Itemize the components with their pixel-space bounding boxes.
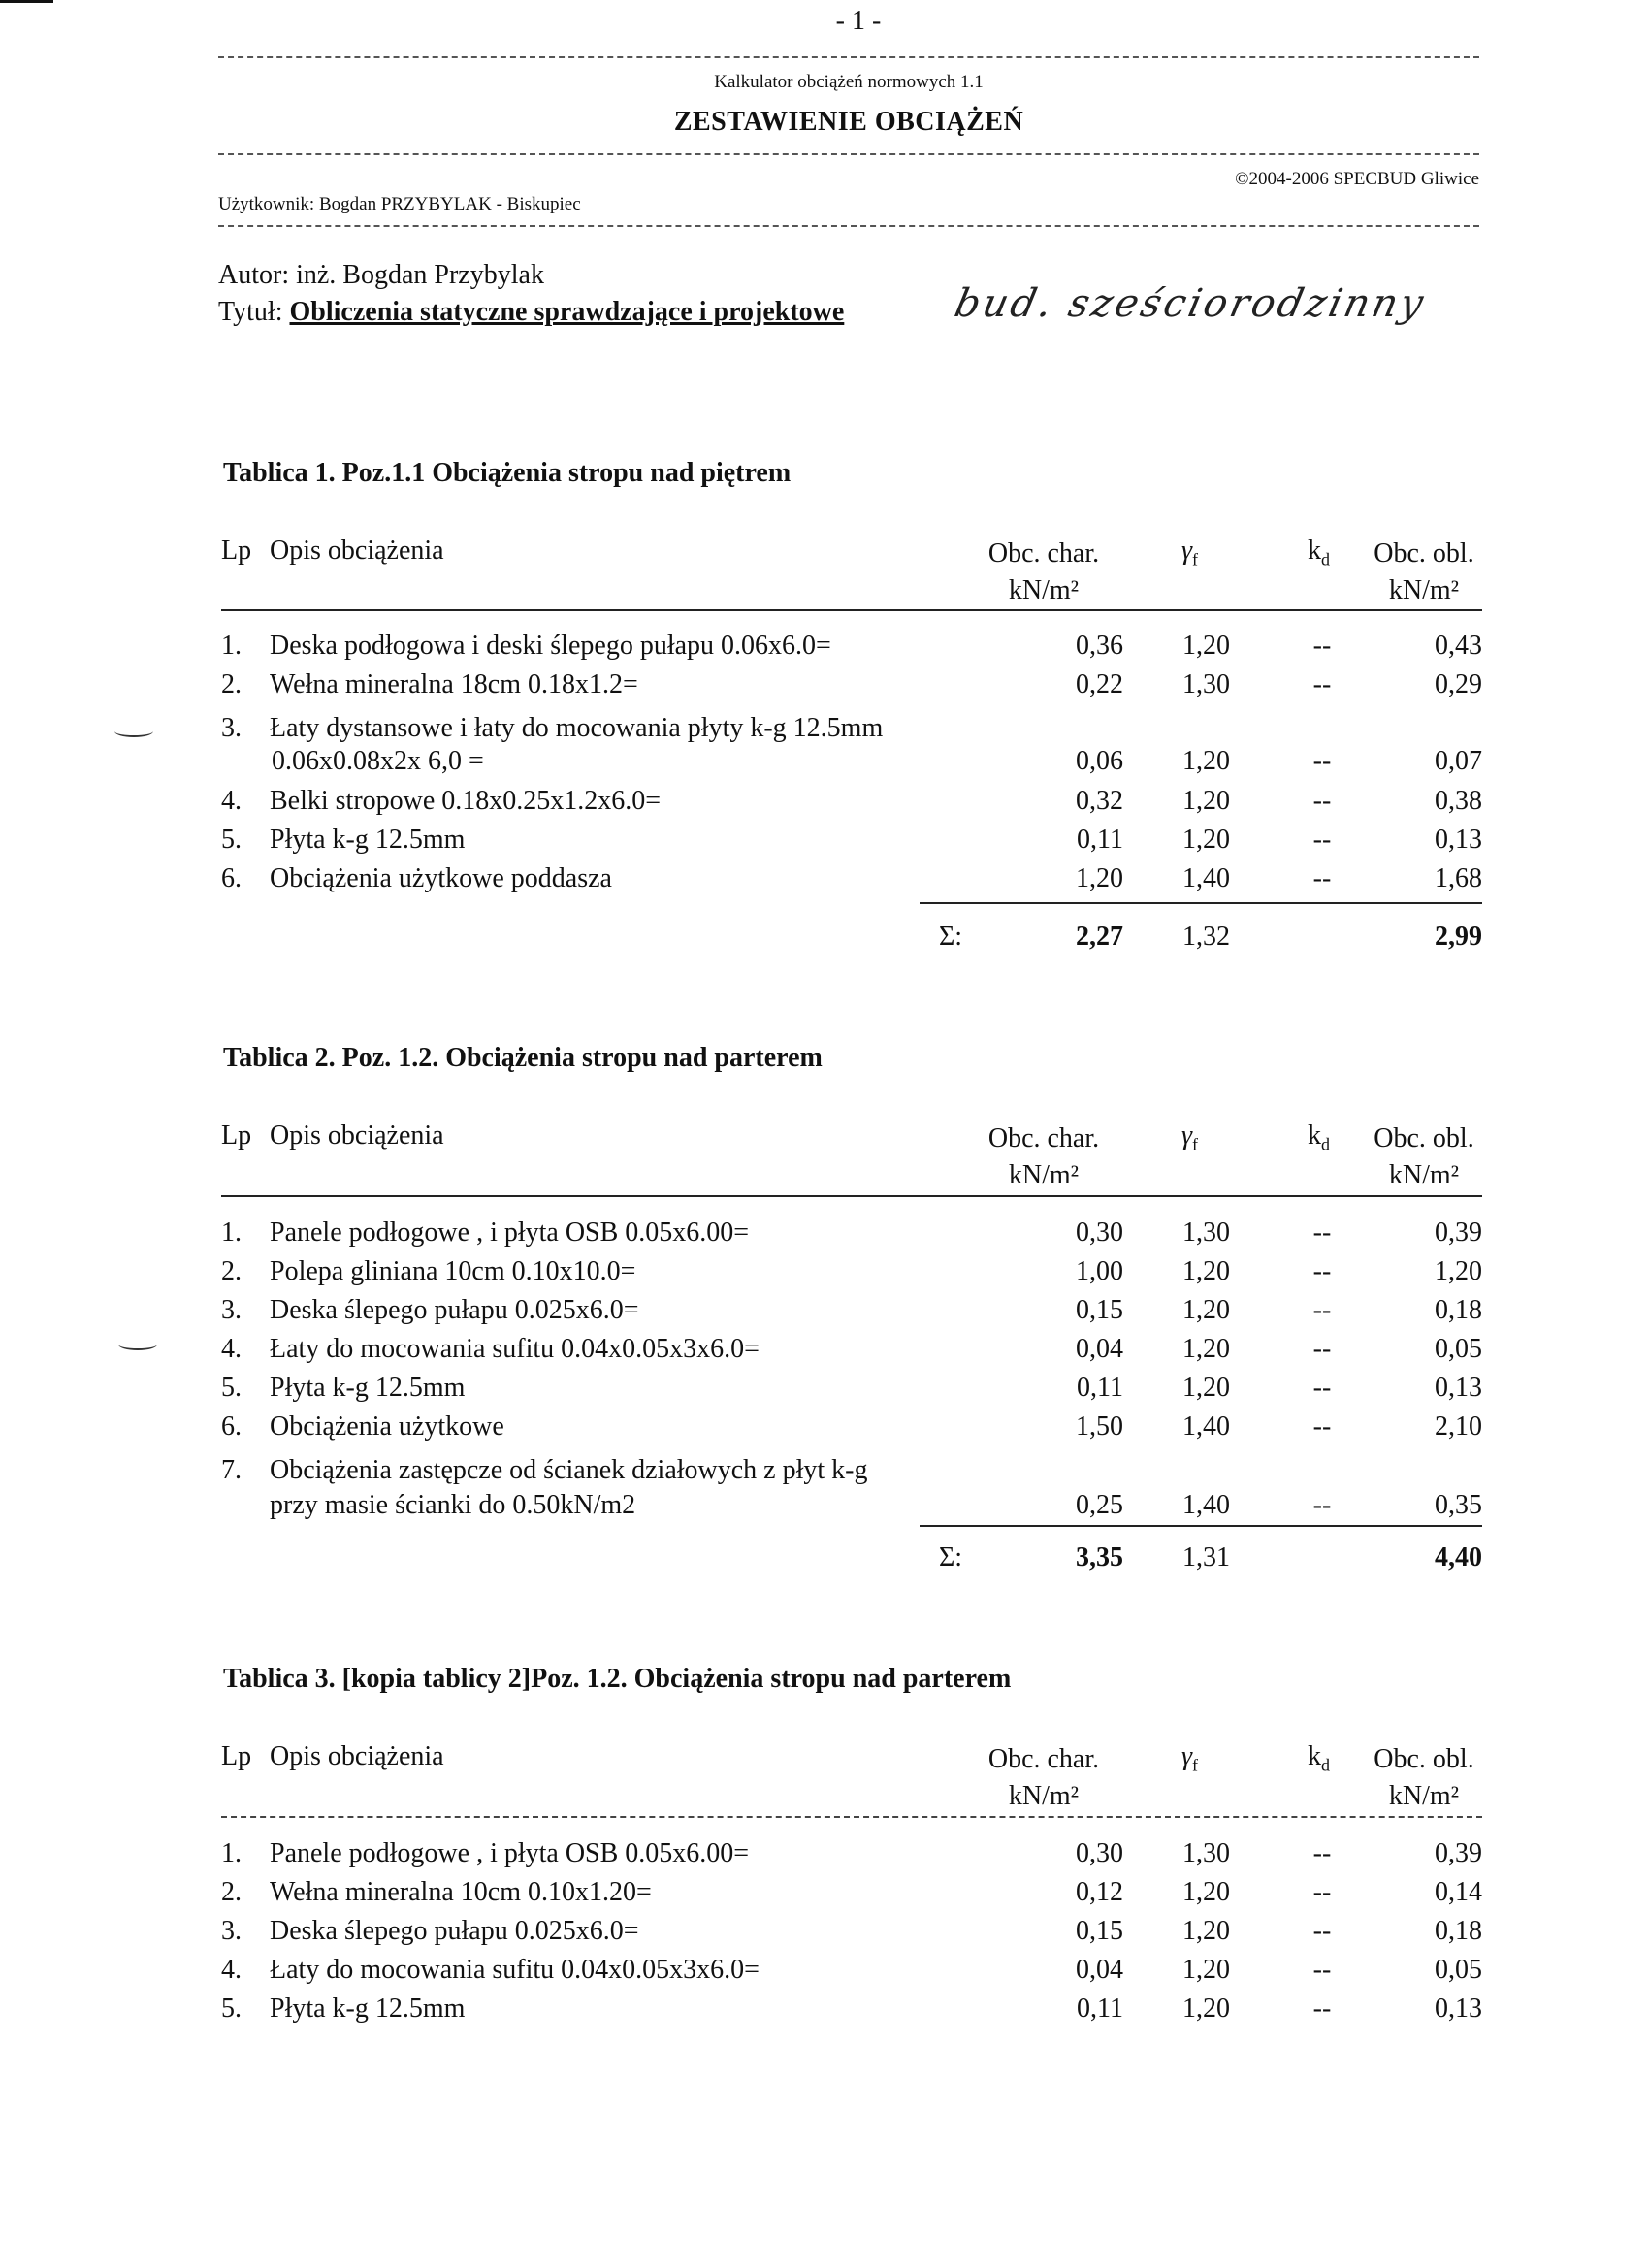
table-2-header: Lp Opis obciążenia Obc. char. kN/m² $\gamma_f$ $k_d$ Obc. obl. kN/m²	[221, 1120, 1474, 1190]
table-2-header-rule	[221, 1195, 1482, 1197]
col-lp: Lp	[221, 535, 252, 566]
col-kd: $k_d$	[1308, 535, 1330, 569]
header-divider	[218, 56, 1479, 58]
table-row: 4. Łaty do mocowania sufitu 0.04x0.05x3x6.0= 0,04 1,20 -- 0,05	[221, 1955, 1482, 1985]
table-row: 1. Panele podłogowe , i płyta OSB 0.05x6.00= 0,30 1,30 -- 0,39	[221, 1838, 1482, 1868]
table-1-sum-row: Σ: 2,27 1,32 2,99	[939, 922, 1482, 952]
table-row: 3. Deska ślepego pułapu 0.025x6.0= 0,15 1,20 -- 0,18	[221, 1916, 1482, 1946]
table-row: 3. Łaty dystansowe i łaty do mocowania płyty k-g 12.5mm 0.06x0.08x2x 6,0 = 0,06 1,20 -- 0,07	[221, 713, 1482, 776]
calculator-name: Kalkulator obciążeń normowych 1.1	[714, 72, 984, 92]
table-row: 2. Polepa gliniana 10cm 0.10x10.0= 1,00 1,20 -- 1,20	[221, 1256, 1482, 1286]
table-row: 1. Deska podłogowa i deski ślepego pułapu 0.06x6.0= 0,36 1,20 -- 0,43	[221, 631, 1482, 661]
header-divider	[218, 225, 1479, 227]
title-label: Tytuł:	[218, 297, 290, 327]
author-line: Autor: inż. Bogdan Przybylak	[218, 260, 544, 290]
table-2-title: Tablica 2. Poz. 1.2. Obciążenia stropu nad parterem	[223, 1043, 823, 1073]
copyright: ©2004-2006 SPECBUD Gliwice	[1235, 169, 1479, 189]
table-row: 1. Panele podłogowe , i płyta OSB 0.05x6.00= 0,30 1,30 -- 0,39	[221, 1217, 1482, 1247]
col-gamma: $\gamma_f$	[1181, 535, 1199, 569]
table-3-title: Tablica 3. [kopia tablicy 2]Poz. 1.2. Obciążenia stropu nad parterem	[223, 1664, 1012, 1694]
table-2-sum-row: Σ: 3,35 1,31 4,40	[939, 1542, 1482, 1572]
table-row: 5. Płyta k-g 12.5mm 0,11 1,20 -- 0,13	[221, 825, 1482, 855]
title-value: Obliczenia statyczne sprawdzające i projektowe	[289, 297, 845, 327]
document-title: ZESTAWIENIE OBCIĄŻEŃ	[673, 107, 1024, 137]
col-char: Obc. char. kN/m²	[987, 538, 1100, 605]
col-obl: Obc. obl. kN/m²	[1374, 538, 1474, 605]
table-row: 4. Belki stropowe 0.18x0.25x1.2x6.0= 0,32 1,20 -- 0,38	[221, 786, 1482, 816]
title-line	[218, 297, 844, 328]
table-2-sum-rule	[920, 1525, 1482, 1527]
col-opis: Opis obciążenia	[270, 535, 444, 566]
table-row: 2. Wełna mineralna 18cm 0.18x1.2= 0,22 1,30 -- 0,29	[221, 669, 1482, 699]
margin-punch-mark	[114, 726, 153, 737]
header-divider	[218, 153, 1479, 155]
table-1-title: Tablica 1. Poz.1.1 Obciążenia stropu nad piętrem	[223, 458, 792, 488]
margin-punch-mark	[118, 1339, 157, 1350]
user-line: Użytkownik: Bogdan PRZYBYLAK - Biskupiec	[218, 194, 581, 214]
table-3-header-rule	[221, 1816, 1482, 1818]
scan-corner-mark	[0, 0, 53, 3]
page-number: - 1 -	[835, 6, 882, 36]
table-1-header	[221, 535, 1482, 613]
table-row: 5. Płyta k-g 12.5mm 0,11 1,20 -- 0,13	[221, 1993, 1482, 2024]
table-row: 3. Deska ślepego pułapu 0.025x6.0= 0,15 1,20 -- 0,18	[221, 1295, 1482, 1325]
table-row: 2. Wełna mineralna 10cm 0.10x1.20= 0,12 1,20 -- 0,14	[221, 1877, 1482, 1907]
handwritten-note: bud. sześciorodzinny	[951, 281, 1431, 326]
table-1-sum-rule	[920, 902, 1482, 904]
table-row: 5. Płyta k-g 12.5mm 0,11 1,20 -- 0,13	[221, 1373, 1482, 1403]
table-3-header: Lp Opis obciążenia Obc. char. kN/m² $\gamma_f$ $k_d$ Obc. obl. kN/m²	[221, 1741, 1474, 1811]
table-1-header-rule	[221, 609, 1482, 611]
table-row: 6. Obciążenia użytkowe poddasza 1,20 1,40 -- 1,68	[221, 863, 1482, 893]
table-row: 4. Łaty do mocowania sufitu 0.04x0.05x3x6.0= 0,04 1,20 -- 0,05	[221, 1334, 1482, 1364]
table-row: 7. Obciążenia zastępcze od ścianek działowych z płyt k-g przy masie ścianki do 0.50kN/m2 0,25 1,40 -- 0,35	[221, 1455, 1482, 1520]
table-row: 6. Obciążenia użytkowe 1,50 1,40 -- 2,10	[221, 1411, 1482, 1442]
